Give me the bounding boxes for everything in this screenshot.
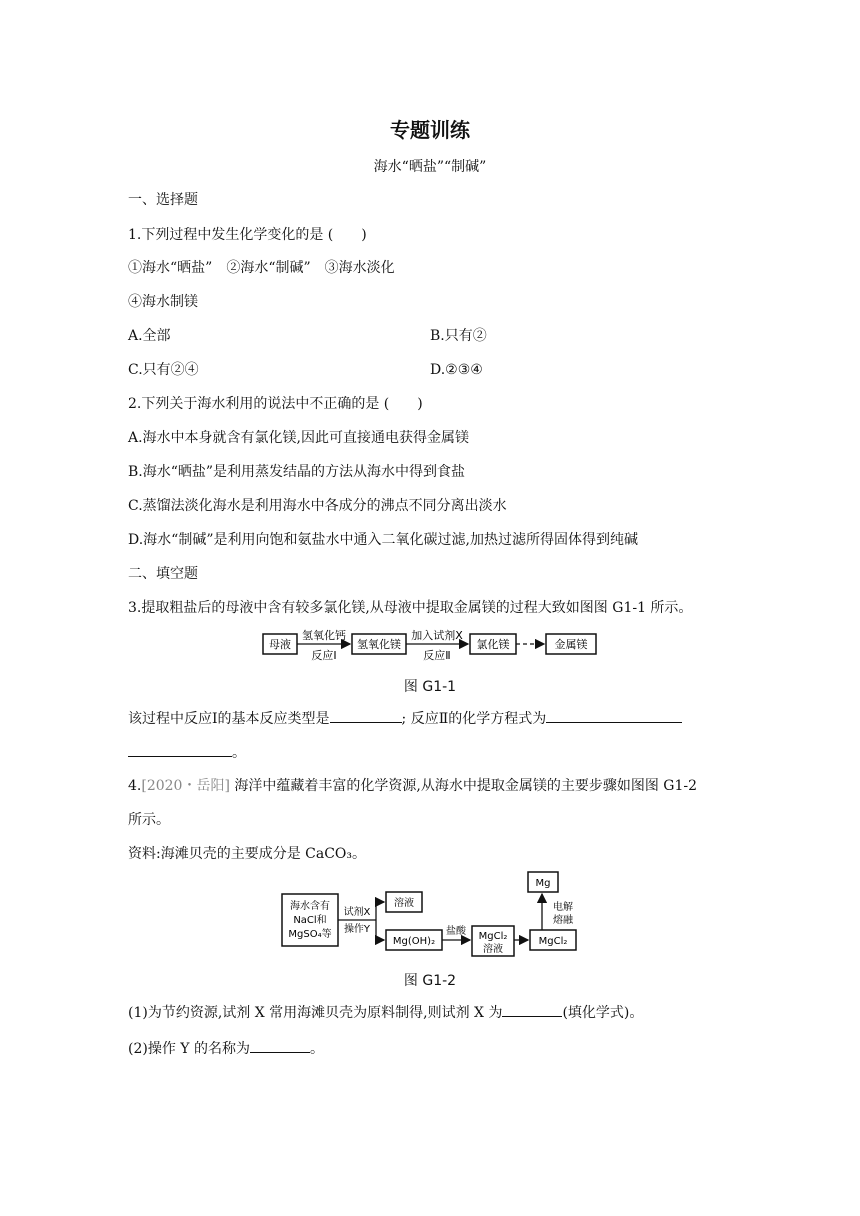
section-heading-fill: 二、填空题 [128,566,198,582]
q4-part2-suffix: 。 [309,1041,324,1057]
answer-blank-reaction-type[interactable] [330,708,402,723]
q4-stem-text: 海洋中蕴藏着丰富的化学资源,从海水中提取金属镁的主要步骤如图图 G1-2 [229,778,697,794]
flow2-source-line3: MgSO₄等 [288,929,332,940]
flow1-arrow2-label: 反应Ⅱ [423,649,451,662]
answer-blank-equation[interactable] [546,708,682,723]
flow2-box-mg: Mg [535,878,551,889]
flow2-box-mgoh2: Mg(OH)₂ [392,936,436,947]
q4-stem-line2: 所示。 [128,812,170,828]
q2-option-d: D.海水“制碱”是利用向饱和氨盐水中通入二氧化碳过滤,加热过滤所得固体得到纯碱 [128,532,638,548]
q4-part2 [128,1038,324,1059]
flow2-arrow-molten: 熔融 [553,915,573,926]
answer-blank-operation-y[interactable] [250,1038,310,1053]
q1-option-c: C.只有②④ [128,362,199,378]
q3-stem: 3.提取粗盐后的母液中含有较多氯化镁,从母液中提取金属镁的过程大致如图图 G1-1 所示。 [128,600,693,616]
q1-option-a: A.全部 [128,328,171,344]
q2-option-c: C.蒸馏法淡化海水是利用海水中各成分的沸点不同分离出淡水 [128,498,507,514]
flow1-arrow2-reagent: 加入试剂X [411,629,463,642]
q4-number: 4. [128,778,142,794]
flow2-box-mgcl2: MgCl₂ [538,936,568,947]
flow2-box-solution: 溶液 [394,898,414,909]
page-subtitle: 海水“晒盐”“制碱” [373,159,487,175]
figure-caption-g1-1: 图 G1-1 [403,679,457,695]
q4-info: 资料:海滩贝壳的主要成分是 CaCO₃。 [128,846,367,862]
page-title: 专题训练 [390,118,470,142]
q2-option-b: B.海水“晒盐”是利用蒸发结晶的方法从海水中得到食盐 [128,464,466,480]
q4-part2-prefix: (2)操作 Y 的名称为 [128,1041,250,1057]
q1-option-b: B.只有② [430,328,487,344]
flow1-box-mgcl2: 氯化镁 [476,638,510,651]
flow2-arrow-electrolysis: 电解 [553,902,573,913]
q1-stem: 1.下列过程中发生化学变化的是 ( ) [128,227,367,243]
figure-caption-g1-2: 图 G1-2 [403,973,457,989]
q3-fill2-suffix: 。 [232,745,246,761]
q1-option-d: D.②③④ [430,362,483,378]
flow2-source-line1: 海水含有 [290,901,330,912]
q3-fill1-prefix: 该过程中反应Ⅰ的基本反应类型是 [128,711,330,727]
answer-blank-reagent-x[interactable] [502,1002,562,1017]
flow2-arrow-reagent-x: 试剂X [343,907,371,918]
q3-fill-line2 [128,742,246,763]
q3-fill1-suffix: ; 反应Ⅱ的化学方程式为 [401,711,547,727]
flow1-arrow1-label: 反应Ⅰ [311,649,337,662]
q4-stem-line1 [128,776,697,796]
q4-part1 [128,1002,643,1023]
flow2-source-line2: NaCl和 [293,915,327,926]
flow2-arrow-operation-y: 操作Y [343,924,371,935]
flow1-box-mother-liquor: 母液 [269,638,291,651]
flow2-box-mgcl2-solution-l1: MgCl₂ [478,931,508,942]
flow1-box-mgoh2: 氢氧化镁 [357,638,401,651]
q3-fill-line1 [128,708,682,729]
flow-diagram-g1-1 [262,626,598,662]
q2-stem: 2.下列关于海水利用的说法中不正确的是 ( ) [128,396,423,412]
section-heading-choice: 一、选择题 [128,192,198,208]
q2-option-a: A.海水中本身就含有氯化镁,因此可直接通电获得金属镁 [128,430,470,446]
q1-item4: ④海水制镁 [128,294,198,310]
flow1-box-mg-metal: 金属镁 [554,638,588,651]
q4-source-tag: [2020・岳阳] [141,778,230,794]
answer-blank-equation-cont[interactable] [128,742,232,757]
q4-part1-prefix: (1)为节约资源,试剂 X 常用海滩贝壳为原料制得,则试剂 X 为 [128,1005,503,1021]
q1-items: ①海水“晒盐” ②海水“制碱” ③海水淡化 [128,260,395,276]
q4-part1-suffix: (填化学式)。 [562,1005,644,1021]
flow-diagram-g1-2 [280,870,580,958]
flow2-box-mgcl2-solution-l2: 溶液 [483,944,503,955]
flow2-arrow-hcl: 盐酸 [446,926,466,937]
flow1-arrow1-reagent: 氢氧化钙 [302,629,346,642]
